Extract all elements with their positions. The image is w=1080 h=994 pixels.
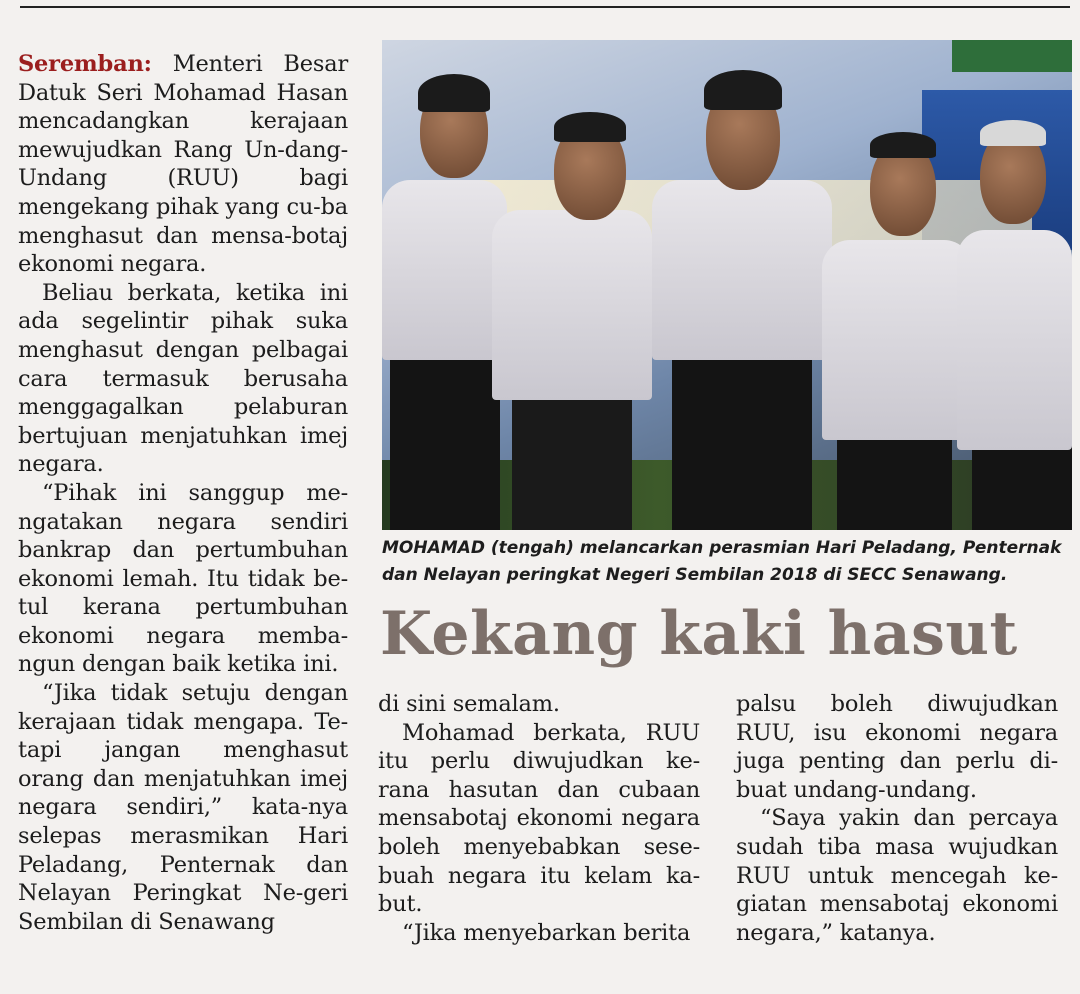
paragraph: Beliau berkata, ketika ini ada segelintir pihak suka menghasut dengan pelbagai cara termasuk berusaha menggagalkan pelaburan bertujuan menjatuhkan imej negara.: [18, 279, 348, 478]
paragraph: [18, 50, 348, 279]
article-headline: Kekang kaki hasut: [380, 599, 1018, 669]
top-rule: [20, 6, 1070, 8]
paragraph: “Pihak ini sanggup me-ngatakan negara sendiri bankrap dan pertumbuhan ekonomi lemah. Itu tidak be-tul kerana pertumbuhan ekonomi negara memba-ngun dengan baik ketika ini.: [18, 479, 348, 678]
article-column-3: [736, 690, 1058, 947]
dateline: Seremban:: [18, 51, 152, 77]
photo-bg-green-strip: [952, 40, 1072, 72]
article-column-2: [378, 690, 700, 947]
news-photo: [382, 40, 1072, 530]
paragraph: “Jika tidak setuju dengan kerajaan tidak mengapa. Te-tapi jangan menghasut orang dan menjatuhkan imej negara sendiri,” kata-nya selepas merasmikan Hari Peladang, Penternak dan Nelayan Peringkat Ne-geri Sembilan di Senawang: [18, 680, 348, 935]
paragraph: di sini semalam.: [378, 691, 560, 717]
paragraph: palsu boleh diwujudkan RUU, isu ekonomi negara juga penting dan perlu di-buat undang-undang.: [736, 691, 1058, 803]
photo-caption: MOHAMAD (tengah) melancarkan perasmian Hari Peladang, Penternak dan Nelayan peringkat Negeri Sembilan 2018 di SECC Senawang.: [382, 538, 1062, 585]
paragraph: “Saya yakin dan percaya sudah tiba masa wujudkan RUU untuk mencegah ke-giatan mensabotaj ekonomi negara,” katanya.: [736, 805, 1058, 946]
paragraph: Mohamad berkata, RUU itu perlu diwujudkan ke-rana hasutan dan cubaan mensabotaj ekonomi negara boleh menyebabkan sese-buah negara itu kelam ka-but.: [378, 719, 700, 918]
paragraph-text: Menteri Besar Datuk Seri Mohamad Hasan mencadangkan kerajaan mewujudkan Rang Un-dang-Undang (RUU) bagi mengekang pihak yang cu-ba menghasut dan mensa-botaj ekonomi negara.: [18, 51, 348, 278]
article-column-1: [18, 50, 348, 936]
paragraph: “Jika menyebarkan berita: [402, 919, 691, 946]
